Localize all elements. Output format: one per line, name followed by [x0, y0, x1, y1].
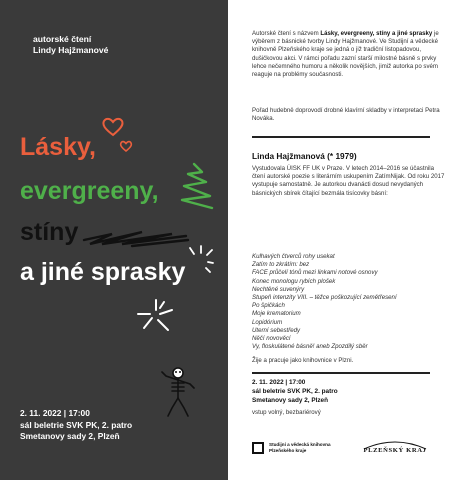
lives-text: Žije a pracuje jako knihovnice v Plzni. [252, 357, 354, 364]
event-datetime: 2. 11. 2022 | 17:00 [20, 408, 90, 418]
list-item: Moje krematorium [252, 310, 301, 318]
library-logo-text [269, 442, 331, 453]
tree-doodle-icon [176, 160, 218, 216]
library-logo-line: Plzeňského kraje [269, 447, 307, 453]
intro-prefix: Autorské čtení s názvem [252, 30, 321, 37]
skeleton-doodle-icon [160, 366, 198, 418]
title-line-4: a jiné sprasky [20, 258, 186, 286]
event-venue: sál beletrie SVK PK, 2. patro [252, 388, 338, 395]
list-item: Zatím to zkrátím: bez [252, 261, 310, 269]
event-author: Lindy Hajžmanové [33, 45, 109, 55]
event-subtitle [33, 34, 108, 56]
author-bio: Vystudovala ÚISK FF UK v Praze. V letech 2014–2016 se účastnila čtení autorské poezie s literárním uskupením ZatímNijak. Od roku 2017 vystupuje samostatně. Je autorkou dvanácti dosud nevydaných básnických sbírek čítající bezmála tisícovky básní: [252, 165, 445, 197]
list-item: Uterní sebestředy [252, 326, 301, 334]
list-item: Nechtěné suvenýry [252, 285, 305, 293]
event-address: Smetanovy sady 2, Plzeň [252, 397, 329, 404]
region-logo [360, 437, 430, 463]
shadow-scribble-icon [82, 226, 190, 248]
divider [252, 136, 430, 138]
title-line-3: stíny [20, 218, 79, 246]
list-item: Lopidórium [252, 318, 283, 326]
region-logo-text: PLZEŇSKÝ KRAJ [363, 447, 427, 454]
event-datetime: 2. 11. 2022 | 17:00 [252, 379, 306, 386]
title-line-1: Lásky, [20, 133, 96, 161]
event-details [20, 408, 132, 443]
list-item: Konec monologu rybích plošek [252, 277, 336, 285]
list-item: Něčí novověcí [252, 335, 291, 343]
book-list [252, 253, 397, 351]
dark-panel [0, 0, 228, 480]
library-logo-line: Studijní a vědecká knihovna [269, 442, 331, 447]
event-venue: sál beletrie SVK PK, 2. patro [20, 419, 133, 430]
list-item: Kulhavých čtverců rohy usekat [252, 253, 335, 260]
title-line-2: evergreeny, [20, 177, 159, 205]
intro-paragraph [252, 30, 447, 79]
music-paragraph: Pořad hudebně doprovodí drobné klavírní skladby v interpretaci Petra Nováka. [252, 107, 440, 123]
entry-info: vstup volný, bezbariérový [252, 409, 321, 416]
list-item: Vy, floskulátené básně! aneb Zpozdilý sběr [252, 343, 368, 351]
list-item: FACE průčelí tónů mezi linkami notové osnovy [252, 269, 378, 277]
heart-doodle-icon [100, 116, 126, 138]
event-type: autorské čtení [33, 34, 92, 44]
intro-title: Lásky, evergreeny, stíny a jiné sprasky [320, 30, 433, 37]
list-item: Stupeň intenzity VIII. – těžce poškozující zemětřesení [252, 294, 397, 302]
small-heart-doodle-icon [118, 139, 134, 153]
library-logo-icon [252, 442, 264, 454]
intro-text: je výběrem z básnické tvorby Lindy Hajžmanové. Ve Studijní a vědecké knihovně Plzeňského kraje se jedná o již tradiční listopadovou, dušičkovou akci. V rámci pořadu zazní starší milostné básně s prvky lehce nečemného humoru a několik novějších, jimiž autorka po svém reaguje na problémy současnosti. [252, 30, 439, 79]
event-details [252, 378, 338, 405]
divider [252, 372, 430, 374]
text-panel [228, 0, 457, 480]
spark-doodle-icon [188, 244, 214, 274]
list-item: Po špičkách [252, 302, 285, 310]
burst-doodle-icon [134, 296, 178, 336]
author-heading: Linda Hajžmanová (* 1979) [252, 151, 357, 161]
event-address: Smetanovy sady 2, Plzeň [20, 431, 120, 441]
